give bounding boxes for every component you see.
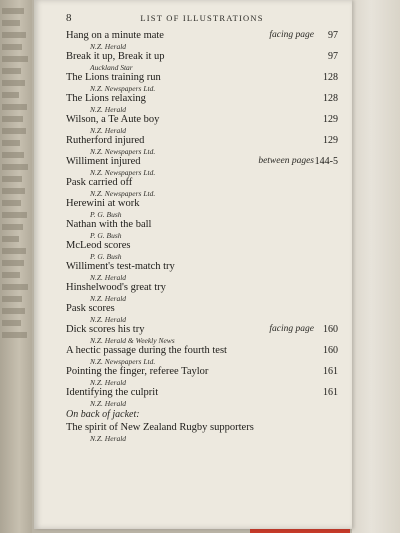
credit: N.Z. Herald [90, 42, 127, 51]
page-ref-label: between pages [258, 156, 314, 166]
page-ref: 129 [323, 135, 338, 146]
credit: Auckland Star [90, 63, 133, 72]
list-item [66, 198, 338, 219]
credit: N.Z. Herald [90, 126, 127, 135]
credit: N.Z. Herald [90, 434, 127, 443]
caption: Pask carried off [66, 177, 133, 188]
caption: Identifying the culprit [66, 387, 159, 398]
list-item [66, 30, 338, 51]
caption: Williment injured [66, 156, 141, 167]
credit: N.Z. Herald [90, 378, 127, 387]
caption: Dick scores his try [66, 324, 145, 335]
list-item [66, 345, 338, 366]
page-ref: 161 [323, 366, 338, 377]
page-ref: 160 [323, 345, 338, 356]
caption: Nathan with the ball [66, 219, 152, 230]
credit: P. G. Bush [90, 252, 122, 261]
caption: The Lions training run [66, 72, 161, 83]
list-item [66, 219, 338, 240]
caption: Hinshelwood's great try [66, 282, 166, 293]
list-item [66, 387, 338, 408]
caption: Hang on a minute mate [66, 30, 164, 41]
illustrations-list [66, 30, 338, 443]
list-item [66, 261, 338, 282]
caption: A hectic passage during the fourth test [66, 345, 227, 356]
caption: Break it up, Break it up [66, 51, 165, 62]
list-item [66, 240, 338, 261]
page-ref-label: facing page [269, 30, 314, 40]
list-item [66, 324, 338, 345]
page-ref: 160 [323, 324, 338, 335]
credit: N.Z. Herald [90, 399, 127, 408]
page-number: 8 [66, 12, 72, 24]
caption: Herewini at work [66, 198, 140, 209]
page-header [66, 12, 338, 26]
credit: P. G. Bush [90, 231, 122, 240]
list-item [66, 72, 338, 93]
adjacent-page-edge-right [352, 0, 400, 533]
list-item-jacket [66, 422, 338, 443]
page-ref: 129 [323, 114, 338, 125]
list-item [66, 177, 338, 198]
credit: N.Z. Newspapers Ltd. [90, 147, 156, 156]
credit: P. G. Bush [90, 210, 122, 219]
credit: N.Z. Newspapers Ltd. [90, 168, 156, 177]
list-item [66, 114, 338, 135]
credit: N.Z. Newspapers Ltd. [90, 189, 156, 198]
list-item [66, 135, 338, 156]
list-item [66, 303, 338, 324]
adjacent-page-edge [0, 0, 32, 533]
caption: Williment's test-match try [66, 261, 175, 272]
list-item [66, 51, 338, 72]
caption: The Lions relaxing [66, 93, 146, 104]
page-title: LIST OF ILLUSTRATIONS [140, 13, 264, 23]
page-ref: 144-5 [314, 156, 338, 167]
credit: N.Z. Herald [90, 273, 127, 282]
credit: N.Z. Newspapers Ltd. [90, 84, 156, 93]
caption: Wilson, a Te Aute boy [66, 114, 160, 125]
credit: N.Z. Herald [90, 105, 127, 114]
page-ref: 161 [323, 387, 338, 398]
page-ref: 97 [328, 30, 338, 41]
credit: N.Z. Newspapers Ltd. [90, 357, 156, 366]
caption: Pointing the finger, referee Taylor [66, 366, 209, 377]
caption: Pask scores [66, 303, 115, 314]
credit: N.Z. Herald & Weekly News [90, 336, 175, 345]
page-ref: 128 [323, 93, 338, 104]
page-ref: 128 [323, 72, 338, 83]
page-ref: 97 [328, 51, 338, 62]
page-ref-label: facing page [269, 324, 314, 334]
caption: The spirit of New Zealand Rugby supporters [66, 422, 254, 433]
credit: N.Z. Herald [90, 294, 127, 303]
caption: McLeod scores [66, 240, 131, 251]
book-page [34, 0, 352, 529]
caption: Rutherford injured [66, 135, 145, 146]
list-item [66, 282, 338, 303]
list-item [66, 156, 338, 177]
list-item [66, 366, 338, 387]
jacket-label: On back of jacket: [66, 409, 140, 420]
credit: N.Z. Herald [90, 315, 127, 324]
list-item [66, 93, 338, 114]
